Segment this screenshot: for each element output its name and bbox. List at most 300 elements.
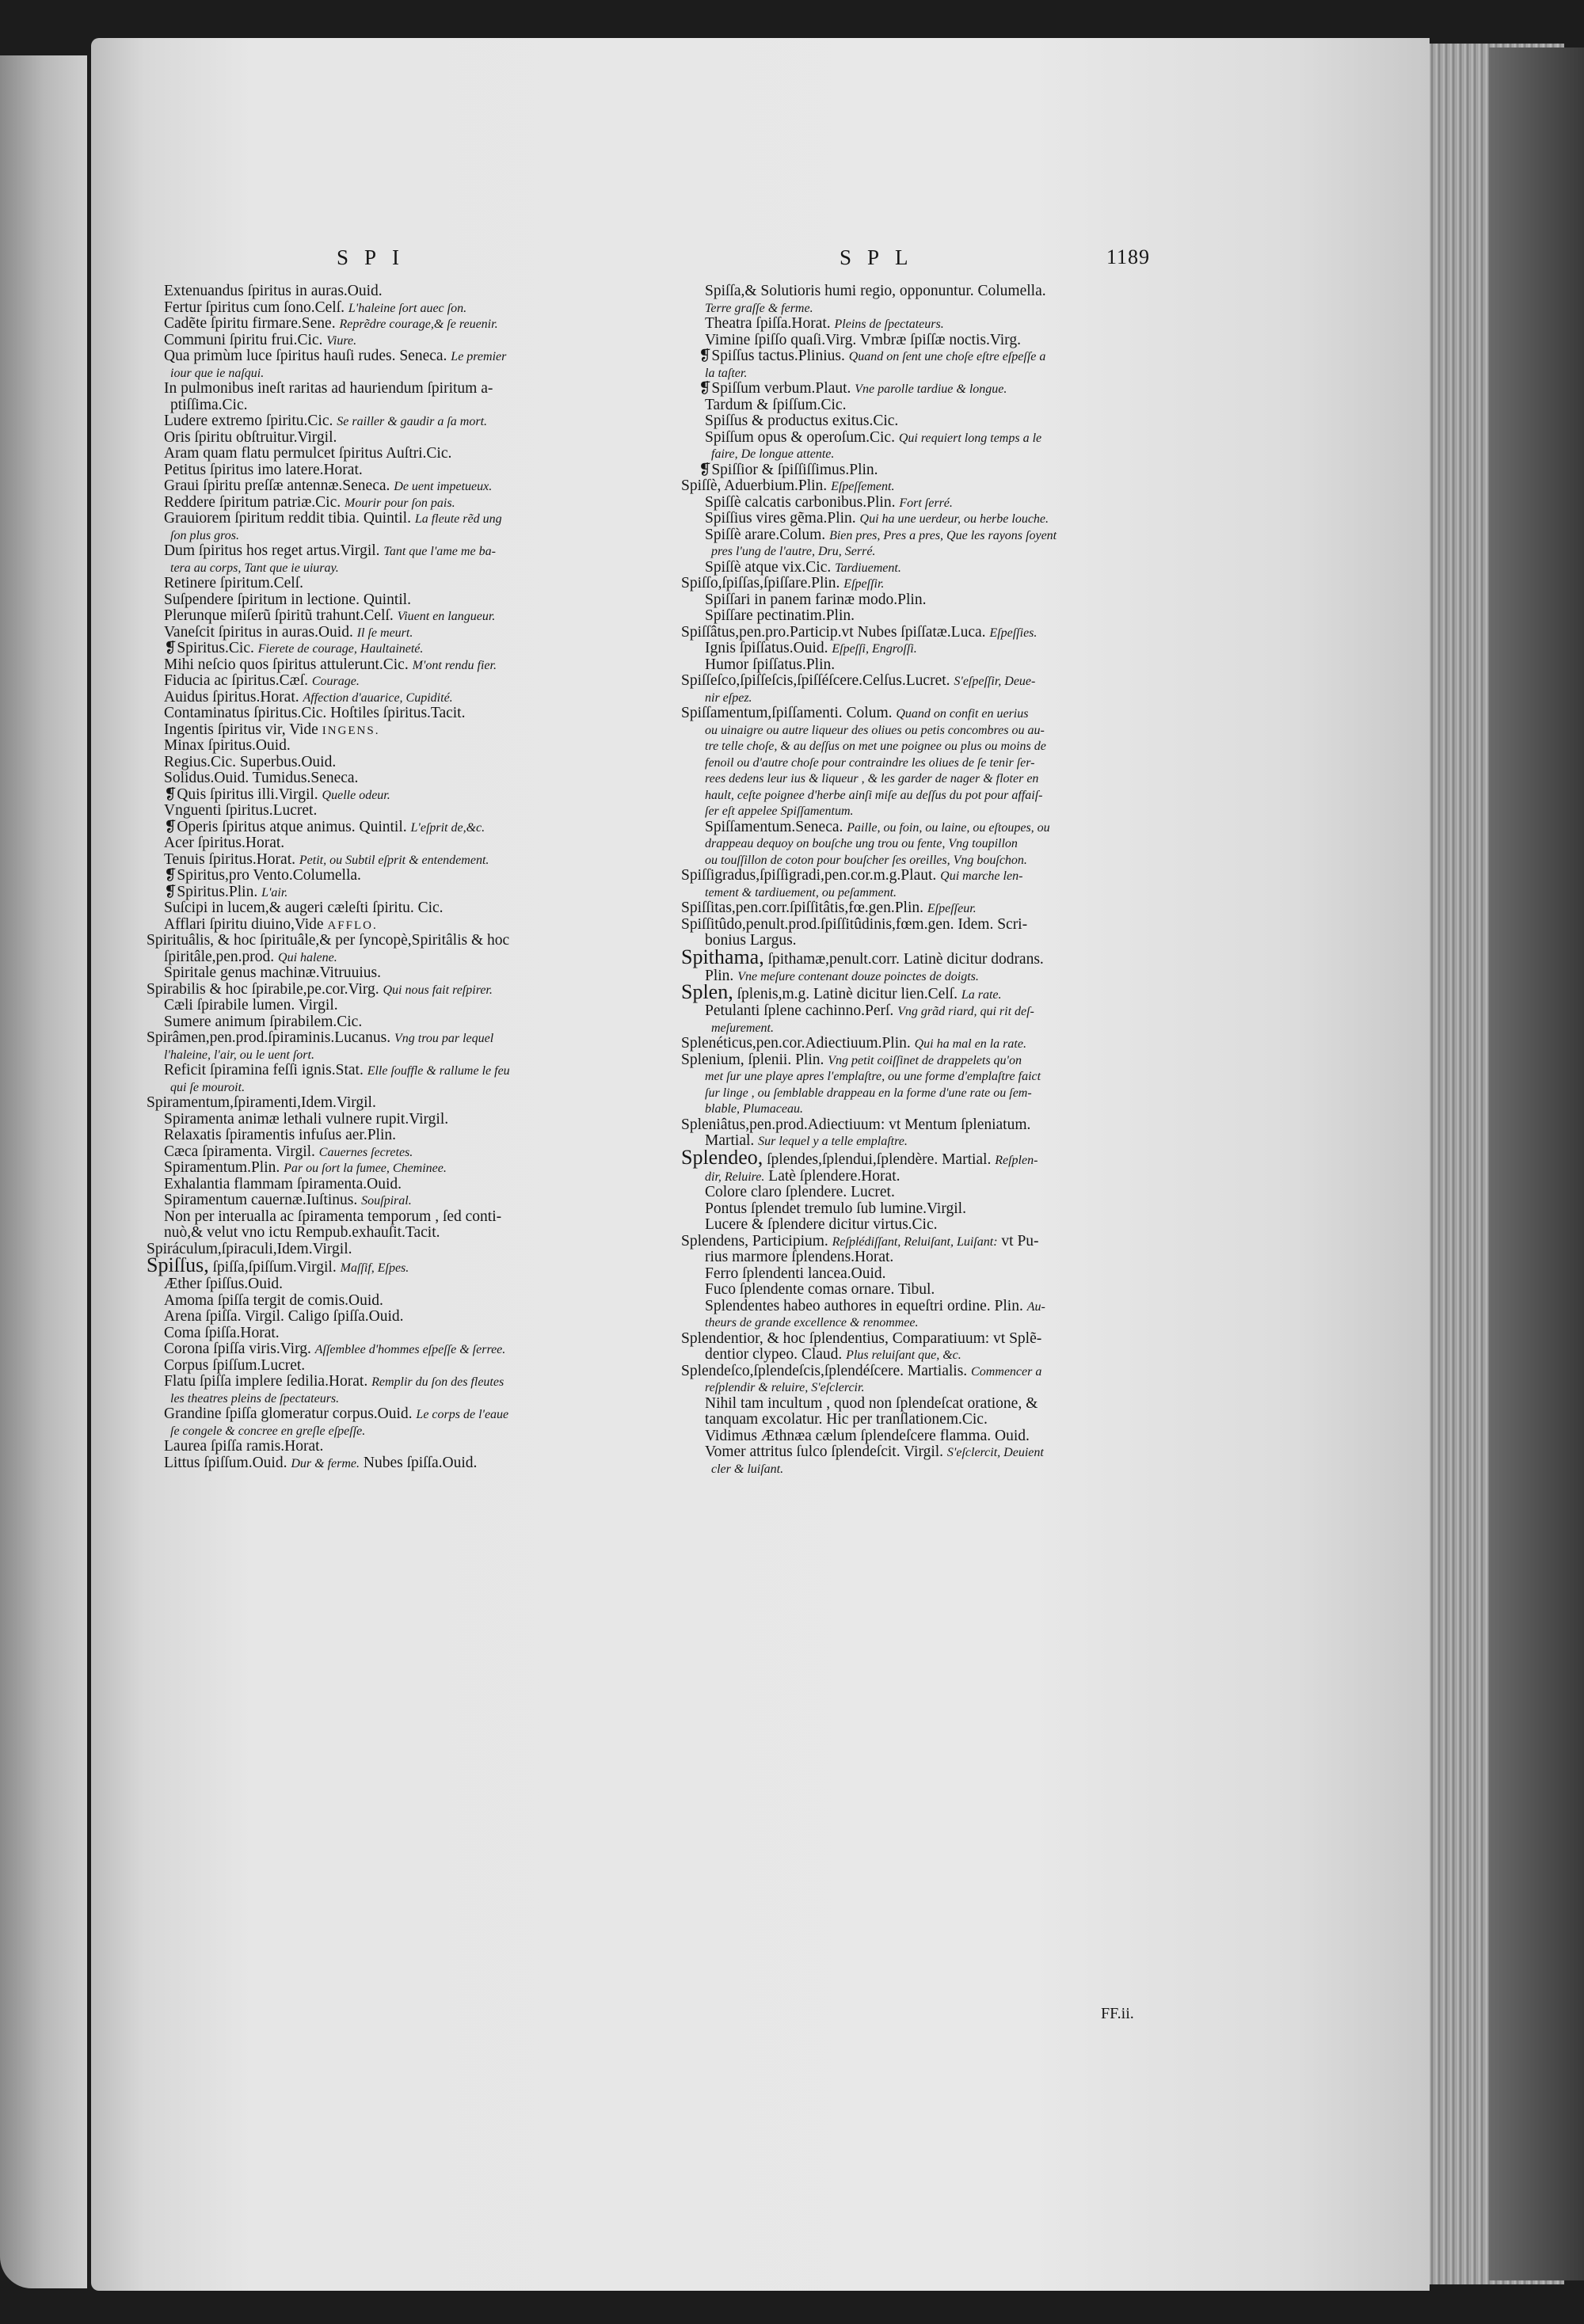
french-gloss: S'eſclercit, Deuient [946,1446,1044,1459]
cross-reference: AFFLO. [327,919,378,932]
signature-mark: FF.ii. [1101,2005,1134,2022]
latin-text: Spiramentum,ſpiramenti,Idem.Virgil. [147,1095,376,1111]
french-gloss: Petit, ou Subtil eſprit & entendement. [299,853,489,867]
dictionary-line [681,1185,1204,1201]
french-gloss: Quand on confit en uerius [896,707,1029,721]
latin-text: Arena ſpiſſa. Virgil. Caligo ſpiſſa.Ouid. [164,1309,404,1325]
french-gloss: Qui marche len- [940,869,1023,883]
dictionary-line [147,430,669,447]
dictionary-line [147,1177,669,1193]
latin-text: Ingentis ſpiritus vir, Vide [164,721,318,738]
french-gloss: L'haleine ſort auec ſon. [348,301,467,315]
dictionary-line [681,608,1204,625]
dictionary-line [681,1234,1204,1250]
latin-text: Spiſſigradus,ſpiſſigradi,pen.cor.m.g.Plaut. [681,868,937,884]
latin-text: Tenuis ſpiritus.Horat. [164,851,295,868]
dictionary-line [681,949,1204,968]
french-gloss: Viuent en langueur. [397,610,496,623]
dictionary-line [147,1390,669,1407]
french-gloss: ou touſſillon de coton pour bouſcher ſes oreilles, Vng bouſchon. [705,853,1027,867]
dictionary-line [147,1439,669,1455]
french-gloss: Bien pres, Pres a pres, Que les rayons ſoyent [829,528,1057,542]
french-gloss: Qui ha une uerdeur, ou herbe louche. [859,512,1049,526]
dictionary-line [147,1063,669,1079]
dictionary-line [147,1160,669,1177]
right-column [681,283,1204,1477]
book-fore-edge [1489,48,1584,2280]
dictionary-line [681,641,1204,657]
french-gloss: M'ont rendu fier. [412,658,497,672]
latin-text: Spiſſâtus,pen.pro.Particip.vt Nubes ſpiſſatæ.Luca. [681,624,986,641]
dictionary-line [147,933,669,949]
dictionary-line [681,1068,1204,1085]
dictionary-line [147,965,669,982]
latin-text: In pulmonibus ineſt raritas ad hauriendum ſpiritum a- [164,381,493,397]
french-gloss: Souſpiral. [361,1194,412,1208]
dictionary-line [681,1003,1204,1020]
dictionary-line [681,1282,1204,1299]
dictionary-line [147,333,669,349]
latin-text: Oris ſpiritu obſtruitur.Virgil. [164,429,337,446]
french-gloss: tre telle choſe, & au deſſus on met une poignee ou plus ou moins de [705,740,1046,753]
french-gloss: Vne parolle tardiue & longue. [855,382,1007,396]
dictionary-line [147,706,669,722]
dictionary-line [681,381,1204,397]
dictionary-line [681,1169,1204,1185]
french-gloss: l'haleine, l'air, ou le uent ſort. [164,1048,314,1062]
latin-text: Amoma ſpiſſa tergit de comis.Ouid. [164,1292,383,1309]
dictionary-line [147,917,669,934]
dictionary-line [681,397,1204,414]
dictionary-line [147,982,669,998]
latin-text: ❡Spiritus,pro Vento.Columella. [164,868,361,884]
latin-text: Splendens, Participium. [681,1233,828,1249]
latin-text: Spiſſitûdo,penult.prod.ſpiſſitûdinis,fœm.gen. Idem. Scri- [681,916,1028,933]
french-gloss: ſon plus gros. [170,528,239,542]
latin-text: Splendeo, [681,1149,763,1169]
french-gloss: ſur linge , ou ſemblable drappeau en la forme d'une rate ou ſem- [705,1086,1032,1100]
dictionary-line [147,527,669,544]
latin-text: bonius Largus. [705,933,797,949]
latin-text: Spirabilis & hoc ſpirabile,pe.cor.Virg. [147,981,379,998]
dictionary-line [681,300,1204,317]
french-gloss: hault, ceſte poignee d'herbe ainſi miſe au deſſus du pot pour affaiſ- [705,788,1043,802]
dictionary-line [681,1396,1204,1413]
dictionary-line [681,316,1204,333]
latin-text: Flatu ſpiſſa implere ſedilia.Horat. [164,1374,368,1390]
latin-text: Suſcipi in lucem,& augeri cæleſti ſpiritu. Cic. [164,900,444,916]
dictionary-line [147,1144,669,1161]
dictionary-line [681,755,1204,771]
dictionary-line [681,933,1204,949]
dictionary-line [681,283,1204,300]
latin-text: Reficit ſpiramina feſſi ignis.Stat. [164,1063,364,1078]
dictionary-line [147,381,669,397]
french-gloss: meſurement. [711,1021,774,1035]
dictionary-line [681,1364,1204,1380]
dictionary-line [147,413,669,430]
french-gloss: Remplir du ſon des fleutes [371,1375,505,1389]
latin-text: Splenéticus,pen.cor.Adiectiuum.Plin. [681,1036,911,1052]
dictionary-line [147,608,669,625]
dictionary-line [681,625,1204,641]
latin-text: Petitus ſpiritus imo latere.Horat. [164,462,363,478]
latin-text: nuò,& velut vno ictu Rempub.exhauſit.Tacit. [164,1225,440,1241]
latin-text: Reddere ſpiritum patriæ.Cic. [164,494,341,511]
dictionary-line [681,1444,1204,1461]
latin-text: Exhalantia flammam ſpiramenta.Ouid. [164,1176,402,1192]
latin-text: Spiſſè arare.Colum. [705,527,826,543]
dictionary-line [681,868,1204,884]
latin-text: Spiſſamentum,ſpiſſamenti. Colum. [681,706,893,721]
french-gloss: Cauernes ſecretes. [318,1145,413,1159]
french-gloss: reſplendir & reluire, S'eſclercir. [705,1381,865,1394]
latin-text: Laurea ſpiſſa ramis.Horat. [164,1439,324,1455]
latin-text: Spiſſeſco,ſpiſſeſcis,ſpiſſéſcere.Celſus.Lucret. [681,673,950,689]
dictionary-line [681,1085,1204,1101]
latin-text: Spiſſè, Aduerbium.Plin. [681,478,828,494]
dictionary-line [147,446,669,462]
dictionary-line [681,803,1204,820]
dictionary-line [147,803,669,820]
latin-text: Spiſſum opus & operoſum.Cic. [705,429,895,446]
dictionary-line [681,1150,1204,1169]
french-gloss: cler & luiſant. [711,1462,784,1476]
latin-text: Nubes ſpiſſa.Ouid. [363,1455,478,1471]
french-gloss: tera au corps, Tant que ie uiuray. [170,561,339,575]
french-gloss: Au- [1026,1299,1045,1314]
latin-text: ❡Spiſſior & ſpiſſiſſimus.Plin. [699,462,878,478]
french-gloss: fenoil ou d'autre choſe pour contraindre les oliues de ſe tenir ſer- [705,755,1035,770]
latin-text: Grauiorem ſpiritum reddit tibia. Quintil. [164,511,411,527]
dictionary-line [147,738,669,755]
latin-text: Non per interualla ac ſpiramenta temporum , ſed conti- [164,1208,502,1225]
latin-text: Theatra ſpiſſa.Horat. [705,316,831,332]
latin-text: Æther ſpiſſus.Ouid. [164,1276,284,1292]
dictionary-line [147,462,669,479]
dictionary-line [147,1209,669,1226]
french-gloss: Fort ſerré. [899,496,953,510]
dictionary-line [681,1461,1204,1478]
latin-text: Spiſſamentum.Seneca. [705,819,843,835]
dictionary-line [681,576,1204,592]
french-gloss: nir eſpez. [705,690,752,705]
dictionary-line [147,820,669,836]
french-gloss: Eſpeſſeur. [927,902,977,915]
french-gloss: drappeau dequoy on bouſche ung trou ou fente, Vng toupillon [705,837,1018,850]
french-gloss: rees dedens leur ius & liqueur , & les garder de nager & floter en [705,772,1039,785]
dictionary-line [147,1293,669,1310]
dictionary-line [147,1423,669,1440]
latin-text: Spiſſare pectinatim.Plin. [705,608,855,624]
french-gloss: Maſſif, Eſpes. [340,1261,409,1275]
latin-text: Corona ſpiſſa viris.Virg. [164,1341,311,1357]
french-gloss: S'eſpeſſir, Deue- [954,675,1036,688]
french-gloss: De uent impetueux. [394,480,493,493]
dictionary-line [147,592,669,609]
french-gloss: Qui ha mal en la rate. [914,1037,1026,1051]
latin-text: dentior clypeo. Claud. [705,1347,843,1363]
latin-text: Spiramenta animæ lethali vulnere rupit.Virgil. [164,1111,449,1128]
french-gloss: Commencer a [971,1364,1042,1379]
dictionary-line [147,770,669,787]
french-gloss: la taſter. [705,366,748,380]
latin-text: Spirâmen,pen.prod.ſpiraminis.Lucanus. [147,1030,391,1046]
latin-text: tanquam excolatur. Hic per tranſlationem.Cic. [705,1412,988,1428]
french-gloss: Vng petit coiſſinet de drappelets qu'on [828,1053,1022,1067]
latin-text: vt Pu- [1001,1233,1039,1249]
french-gloss: Reſplen- [995,1153,1038,1167]
french-gloss: Affection d'auarice, Cupidité. [303,690,453,705]
dictionary-line [681,1036,1204,1052]
dictionary-line [147,690,669,706]
french-gloss: Terre graſſe & ferme. [705,301,813,315]
dictionary-line [147,998,669,1014]
latin-text: Spiſſè atque vix.Cic. [705,559,832,576]
dictionary-line [147,1406,669,1423]
dictionary-line [681,1266,1204,1283]
latin-text: Spiſſa,& Solutioris humi regio, opponuntur. Columella. [705,283,1046,299]
latin-text: Cæli ſpirabile lumen. Virgil. [164,998,338,1014]
dictionary-line [147,478,669,495]
french-gloss: blable, Plumaceau. [705,1102,803,1116]
latin-text: Minax ſpiritus.Ouid. [164,738,291,754]
french-gloss: Le premier [451,350,507,363]
french-gloss: Qui nous fait reſpirer. [383,983,493,997]
latin-text: ❡Spiſſus tactus.Plinius. [699,348,845,364]
dictionary-line [147,1192,669,1209]
latin-text: Grandine ſpiſſa glomeratur corpus.Ouid. [164,1406,413,1422]
latin-text: ſplenis,m.g. Latinè dicitur lien.Celſ. [737,986,958,1002]
latin-text: rius marmore ſplendens.Horat. [705,1249,894,1265]
latin-text: Spiramentum.Plin. [164,1160,280,1176]
french-gloss: Tant que l'ame me ba- [383,545,496,558]
latin-text: Vaneſcit ſpiritus in auras.Ouid. [164,624,353,641]
french-gloss: theurs de grande excellence & renommee. [705,1316,919,1329]
dictionary-line [147,755,669,771]
latin-text: Plerunque miſerũ ſpiritũ trahunt.Celſ. [164,608,394,624]
latin-text: Martial. [705,1133,755,1149]
latin-text: ſpithamæ,penult.corr. Latinè dicitur dodrans. [767,950,1044,968]
dictionary-line [147,1242,669,1258]
french-gloss: Dur & ferme. [291,1456,360,1470]
french-gloss: La fleute rẽd ung [414,512,502,526]
dictionary-line [147,283,669,300]
latin-text: Spiráculum,ſpiraculi,Idem.Virgil. [147,1241,352,1257]
latin-text: Spiramentum cauernæ.Iuſtinus. [164,1192,358,1208]
dictionary-line [147,949,669,966]
cross-reference: INGENS. [322,724,380,737]
dictionary-line [681,917,1204,934]
latin-text: Regius.Cic. Superbus.Ouid. [164,754,337,770]
dictionary-line [147,365,669,382]
dictionary-line [147,884,669,901]
dictionary-line [147,1014,669,1031]
dictionary-line [681,657,1204,674]
dictionary-line [147,1030,669,1047]
latin-text: Humor ſpiſſatus.Plin. [705,656,836,673]
dictionary-line [147,1309,669,1326]
dictionary-line [147,1341,669,1358]
french-gloss: Aſſemblee d'hommes eſpeſſe & ſerree. [314,1343,506,1356]
latin-text: Suſpendere ſpiritum in lectione. Quintil. [164,591,411,608]
dictionary-line [147,657,669,674]
latin-text: Tardum & ſpiſſum.Cic. [705,397,847,413]
french-gloss: Par ou ſort la fumee, Cheminee. [284,1162,447,1175]
latin-text: Coma ſpiſſa.Horat. [164,1325,280,1341]
french-gloss: faire, De longue attente. [711,447,835,461]
latin-text: Petulanti ſplene cachinno.Perſ. [705,1003,894,1019]
french-gloss: Tardiuement. [835,561,901,575]
french-gloss: Eſpeſſi, Engroſſi. [832,642,917,656]
dictionary-line [681,673,1204,690]
dictionary-line [147,900,669,917]
french-gloss: Qui requiert long temps a le [898,431,1042,445]
dictionary-line [681,1347,1204,1364]
dictionary-line [681,511,1204,527]
dictionary-line [681,1101,1204,1117]
latin-text: Corpus ſpiſſum.Lucret. [164,1357,306,1374]
dictionary-line [681,706,1204,722]
latin-text: ptiſſima.Cic. [170,397,248,413]
french-gloss: Reprẽdre courage,& ſe reuenir. [339,318,498,331]
dictionary-line [681,1201,1204,1218]
latin-text: Solidus.Ouid. Tumidus.Seneca. [164,770,359,786]
dictionary-line [147,1095,669,1112]
dictionary-line [147,787,669,804]
latin-text: ❡Spiritus.Plin. [164,884,258,900]
latin-text: Ludere extremo ſpiritu.Cic. [164,413,333,429]
french-gloss: Reſplédiſſant, Reluiſant, Luiſant: [832,1234,998,1249]
french-gloss: Vng trou par lequel [394,1032,494,1045]
french-gloss: Plus reluiſant que, &c. [846,1348,961,1362]
latin-text: Relaxatis ſpiramentis infuſus aer.Plin. [164,1128,396,1143]
latin-text: Splendeſco,ſplendeſcis,ſplendéſcere. Martialis. [681,1363,968,1379]
latin-text: Communi ſpiritu frui.Cic. [164,332,323,348]
dictionary-line [681,1331,1204,1348]
latin-text: Afflari ſpiritu diuino,Vide [164,916,324,933]
french-gloss: Se railler & gaudir a ſa mort. [337,415,488,428]
latin-text: Ignis ſpiſſatus.Ouid. [705,641,828,656]
french-gloss: Paille, ou foin, ou laine, ou eſtoupes, ou [847,820,1050,835]
dictionary-line [681,495,1204,512]
french-gloss: ou uinaigre ou autre liqueur des oliues ou petis concombres ou au- [705,723,1045,737]
latin-text: Spiſſari in panem farinæ modo.Plin. [705,591,927,608]
dictionary-line [147,625,669,641]
latin-text: Aram quam flatu permulcet ſpiritus Auſtri.Cic. [164,446,452,462]
dictionary-line [681,984,1204,1003]
book-page [91,38,1430,2291]
french-gloss: ſe congele & concree en greſle eſpeſſe. [170,1424,366,1438]
french-gloss: Il ſe meurt. [356,626,413,640]
latin-text: ſpiritâle,pen.prod. [164,949,275,965]
french-gloss: La rate. [961,988,1002,1002]
dictionary-line [147,495,669,512]
latin-text: Contaminatus ſpiritus.Cic. Hoſtiles ſpiritus.Tacit. [164,706,466,721]
dictionary-line [147,1128,669,1144]
latin-text: ❡Quis ſpiritus illi.Virgil. [164,786,318,803]
french-gloss: Qui halene. [278,950,337,964]
dictionary-line [681,884,1204,901]
french-gloss: L'eſprit de,&c. [410,820,485,835]
french-gloss: Eſpeſſement. [831,480,895,493]
page-number: 1189 [1106,245,1151,268]
dictionary-line [681,413,1204,430]
dictionary-line [681,592,1204,609]
french-gloss: qui ſe mouroit. [170,1080,246,1094]
french-gloss: dir, Reluire. [705,1170,765,1184]
dictionary-line [681,787,1204,804]
dictionary-line [681,348,1204,365]
french-gloss: Quand on ſent une choſe eſtre eſpeſſe a [848,350,1046,363]
latin-text: Fertur ſpiritus cum ſono.Celſ. [164,299,345,316]
latin-text: Qua primùm luce ſpiritus hauſi rudes. Seneca. [164,348,447,364]
french-gloss: Viure. [326,333,357,348]
french-gloss: Mourir pour ſon pais. [345,496,455,510]
dictionary-line [681,770,1204,787]
dictionary-line [681,738,1204,755]
latin-text: Extenuandus ſpiritus in auras.Ouid. [164,283,383,299]
french-gloss: Elle ſouffle & rallume le feu [367,1064,510,1078]
latin-text: Vnguenti ſpiritus.Lucret. [164,803,318,819]
french-gloss: Vng grãd riard, qui rit deſ- [897,1005,1034,1018]
latin-text: Spiſſius vires gẽma.Plin. [705,511,856,527]
dictionary-line [681,430,1204,447]
dictionary-line [681,968,1204,985]
latin-text: Acer ſpiritus.Horat. [164,835,285,851]
french-gloss: ſer eſt appelee Spiſſamentum. [705,804,854,818]
dictionary-line [147,560,669,576]
latin-text: Splenium, ſplenii. Plin. [681,1052,824,1068]
latin-text: Spithama, [681,949,764,968]
dictionary-line [681,543,1204,560]
dictionary-line [147,397,669,414]
dictionary-line [681,1379,1204,1396]
dictionary-line [147,852,669,869]
latin-text: Spiſſus & productus exitus.Cic. [705,413,899,429]
dictionary-line [681,1249,1204,1266]
latin-text: Splendentior, & hoc ſplendentius, Comparatiuum: vt Splẽ- [681,1330,1042,1347]
latin-text: Vidimus Æthnæa cælum ſplendeſcere flamma. Ouid. [705,1428,1030,1444]
latin-text: ſplendes,ſplendui,ſplendère. Martial. [767,1151,992,1168]
french-gloss: Vne meſure contenant douze poinctes de doigts. [737,969,979,983]
french-gloss: Le corps de l'eaue [416,1408,509,1421]
dictionary-line [147,1455,669,1472]
running-head [91,245,1430,277]
latin-text: Spiſſus, [147,1257,209,1276]
dictionary-line [147,1225,669,1242]
running-head-right: SPL [840,245,924,269]
latin-text: Graui ſpiritu preſſæ antennæ.Seneca. [164,478,390,494]
latin-text: ſpiſſa,ſpiſſum.Virgil. [212,1259,337,1276]
latin-text: Spleniâtus,pen.prod.Adiectiuum: vt Mentum ſpleniatum. [681,1116,1031,1133]
latin-text: Fiducia ac ſpiritus.Cæſ. [164,673,308,689]
dictionary-line [147,673,669,690]
latin-text: Vimine ſpiſſo quaſi.Virg. Vmbræ ſpiſſæ noctis.Virg. [705,332,1021,348]
latin-text: Vomer attritus ſulco ſplendeſcit. Virgil. [705,1444,944,1460]
french-gloss: L'air. [261,885,288,900]
latin-text: Auidus ſpiritus.Horat. [164,689,299,706]
dictionary-line [147,511,669,527]
dictionary-line [681,1133,1204,1150]
dictionary-line [681,333,1204,349]
latin-text: Splendentes habeo authores in equeſtri ordine. Plin. [705,1298,1023,1314]
dictionary-line [147,1079,669,1096]
dictionary-line [147,1326,669,1342]
dictionary-line [681,900,1204,917]
dictionary-line [147,868,669,884]
latin-text: Mihi neſcio quos ſpiritus attulerunt.Cic. [164,656,409,673]
